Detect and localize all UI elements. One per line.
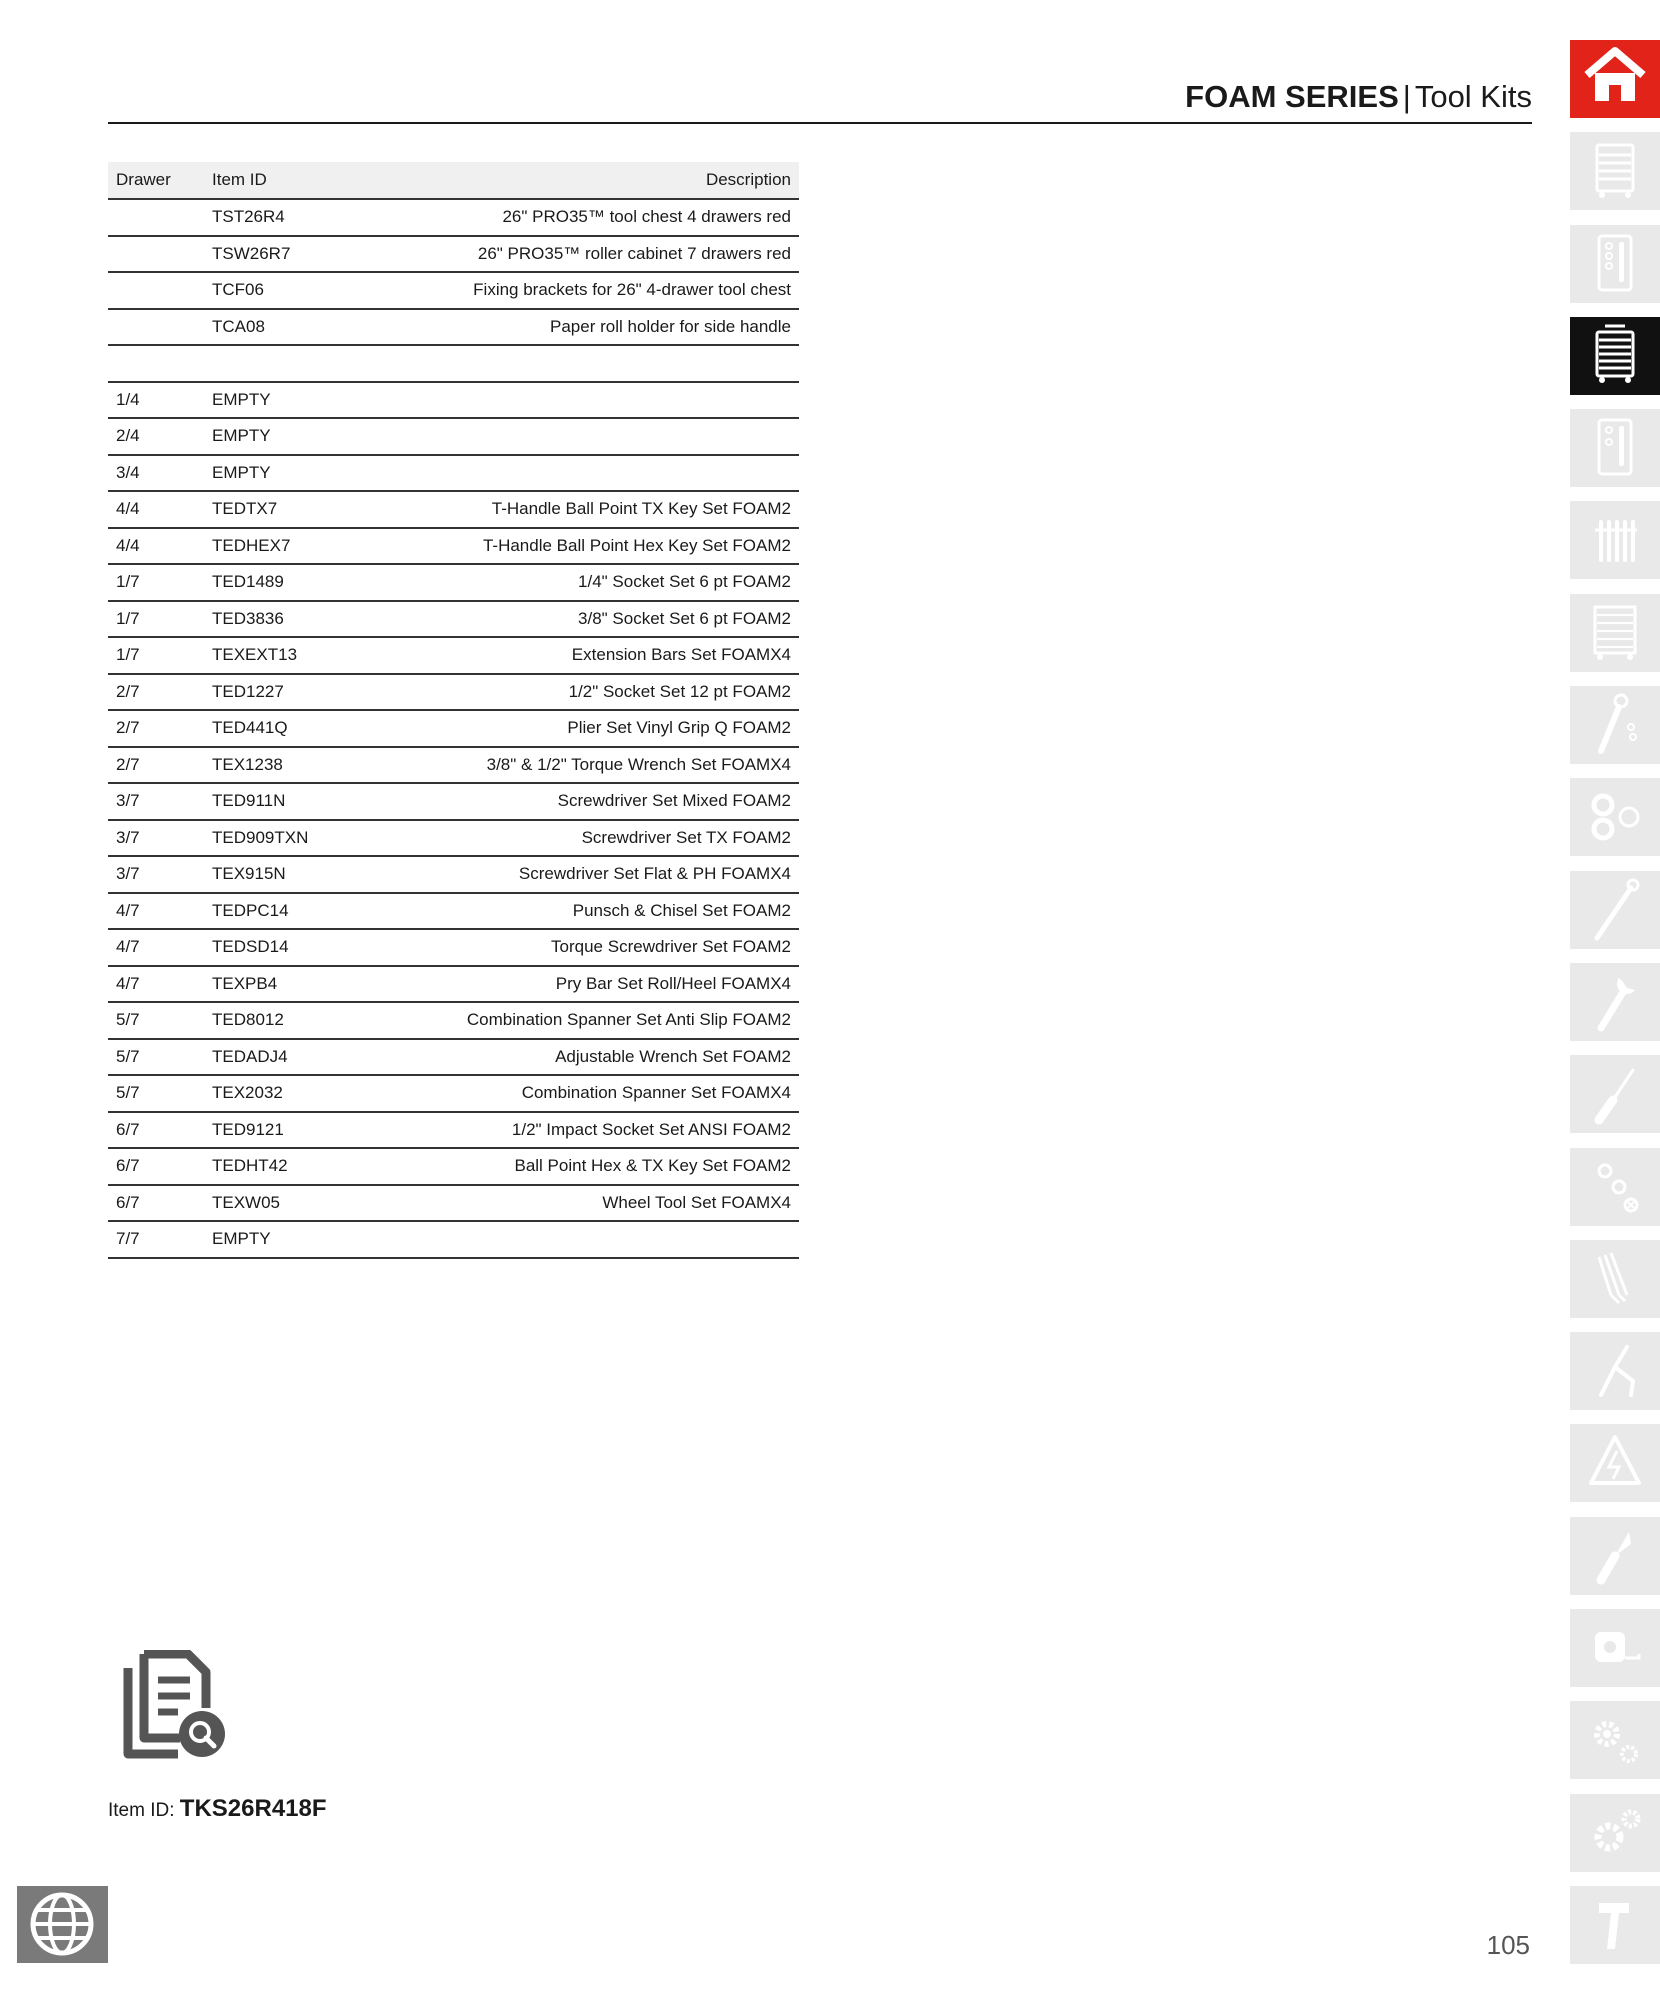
- page-header: [108, 70, 1532, 124]
- sidebar-tab-spanner[interactable]: [1570, 963, 1660, 1041]
- item-id-cell: [204, 345, 400, 382]
- column-header-drawer: Drawer: [108, 162, 204, 199]
- description-cell: 1/2" Impact Socket Set ANSI FOAM2: [400, 1112, 799, 1149]
- drawer-cell: 5/7: [108, 1039, 204, 1076]
- hex-keys-icon: [1575, 1241, 1655, 1317]
- socket-icon: [1575, 779, 1655, 855]
- globe-icon: [17, 1886, 108, 1963]
- sidebar-tab-torque-wrench[interactable]: [1570, 871, 1660, 949]
- sidebar-tab-tool-rack[interactable]: [1570, 501, 1660, 579]
- description-cell: [400, 418, 799, 455]
- item-id-cell: TEDHT42: [204, 1148, 400, 1185]
- description-cell: Combination Spanner Set FOAMX4: [400, 1075, 799, 1112]
- workshop-cabinet-icon: [1575, 595, 1655, 671]
- sidebar-tab-foam-module[interactable]: [1570, 409, 1660, 487]
- description-cell: T-Handle Ball Point Hex Key Set FOAM2: [400, 528, 799, 565]
- description-cell: Extension Bars Set FOAMX4: [400, 637, 799, 674]
- table-row: [108, 455, 799, 492]
- spanner-icon: [1575, 964, 1655, 1040]
- description-cell: [400, 382, 799, 419]
- title-separator: |: [1402, 79, 1411, 114]
- description-cell: Screwdriver Set TX FOAM2: [400, 820, 799, 857]
- item-id-cell: EMPTY: [204, 1221, 400, 1258]
- table-row: [108, 1148, 799, 1185]
- description-cell: [400, 1221, 799, 1258]
- item-id-cell: TEXW05: [204, 1185, 400, 1222]
- drawer-cell: 1/4: [108, 382, 204, 419]
- drawer-cell: 5/7: [108, 1002, 204, 1039]
- drawer-cell: 7/7: [108, 1221, 204, 1258]
- tool-kit-icon: [1575, 318, 1655, 394]
- table-row: [108, 856, 799, 893]
- globe-button[interactable]: [17, 1886, 108, 1963]
- description-cell: 26" PRO35™ roller cabinet 7 drawers red: [400, 236, 799, 273]
- drawer-cell: 4/7: [108, 929, 204, 966]
- roller-cabinet-icon: [1575, 133, 1655, 209]
- item-id-cell: TSW26R7: [204, 236, 400, 273]
- item-id-cell: TED911N: [204, 783, 400, 820]
- drawer-cell: 1/7: [108, 564, 204, 601]
- table-row: [108, 820, 799, 857]
- category-title: Tool Kits: [1414, 79, 1532, 114]
- table-row: [108, 345, 799, 382]
- drawer-cell: 3/7: [108, 783, 204, 820]
- item-id-cell: TEDPC14: [204, 893, 400, 930]
- table-row: [108, 491, 799, 528]
- item-id-cell: TED1489: [204, 564, 400, 601]
- sidebar-tab-roller-cabinet[interactable]: [1570, 132, 1660, 210]
- sidebar-tab-tape-measure[interactable]: [1570, 1609, 1660, 1687]
- category-sidebar: [1570, 40, 1660, 1978]
- drawer-cell: 3/7: [108, 856, 204, 893]
- pliers-icon: [1575, 1333, 1655, 1409]
- description-cell: Torque Screwdriver Set FOAM2: [400, 929, 799, 966]
- table-row: [108, 199, 799, 236]
- tool-rack-icon: [1575, 502, 1655, 578]
- description-cell: [400, 455, 799, 492]
- item-id-cell: TED3836: [204, 601, 400, 638]
- sidebar-tab-gear-cog[interactable]: [1570, 1794, 1660, 1872]
- table-row: [108, 674, 799, 711]
- drawer-cell: 6/7: [108, 1185, 204, 1222]
- drawer-cell: 2/7: [108, 747, 204, 784]
- sidebar-tab-tool-kit[interactable]: [1570, 317, 1660, 395]
- page-number: 105: [1486, 1930, 1530, 1960]
- item-id-cell: TEX1238: [204, 747, 400, 784]
- series-title: FOAM SERIES: [1185, 79, 1399, 114]
- description-cell: T-Handle Ball Point TX Key Set FOAM2: [400, 491, 799, 528]
- item-id-cell: TED9121: [204, 1112, 400, 1149]
- table-row: [108, 309, 799, 346]
- table-row: [108, 236, 799, 273]
- item-id-cell: TEX2032: [204, 1075, 400, 1112]
- sidebar-tab-workshop-cabinet[interactable]: [1570, 594, 1660, 672]
- description-cell: Screwdriver Set Mixed FOAM2: [400, 783, 799, 820]
- drawer-cell: 3/4: [108, 455, 204, 492]
- sidebar-tab-knife[interactable]: [1570, 1517, 1660, 1595]
- table-row: [108, 382, 799, 419]
- electrical-warning-icon: [1575, 1425, 1655, 1501]
- item-id-cell: TCF06: [204, 272, 400, 309]
- table-row: [108, 418, 799, 455]
- description-cell: 1/2" Socket Set 12 pt FOAM2: [400, 674, 799, 711]
- drawer-cell: 2/7: [108, 674, 204, 711]
- sidebar-tab-home[interactable]: [1570, 40, 1660, 118]
- item-id-cell: TEDSD14: [204, 929, 400, 966]
- item-id-cell: TEDADJ4: [204, 1039, 400, 1076]
- item-id-label: [108, 1795, 327, 1823]
- sidebar-tab-hex-keys[interactable]: [1570, 1240, 1660, 1318]
- table-header-row: [108, 162, 799, 199]
- drawer-cell: 3/7: [108, 820, 204, 857]
- tape-measure-icon: [1575, 1610, 1655, 1686]
- drawer-cell: 4/7: [108, 893, 204, 930]
- description-cell: Screwdriver Set Flat & PH FOAMX4: [400, 856, 799, 893]
- drawer-cell: 6/7: [108, 1112, 204, 1149]
- item-id-cell: TEDHEX7: [204, 528, 400, 565]
- foam-tray-icon: [1575, 226, 1655, 302]
- drawer-cell: 4/7: [108, 966, 204, 1003]
- sidebar-tab-gears[interactable]: [1570, 1701, 1660, 1779]
- item-id-cell: TST26R4: [204, 199, 400, 236]
- drawer-cell: 5/7: [108, 1075, 204, 1112]
- table-row: [108, 1075, 799, 1112]
- description-cell: 3/8" & 1/2" Torque Wrench Set FOAMX4: [400, 747, 799, 784]
- gears-icon: [1575, 1702, 1655, 1778]
- description-cell: Combination Spanner Set Anti Slip FOAM2: [400, 1002, 799, 1039]
- item-id-cell: TEDTX7: [204, 491, 400, 528]
- item-id-cell: TEXPB4: [204, 966, 400, 1003]
- sidebar-tab-foam-tray[interactable]: [1570, 225, 1660, 303]
- table-row: [108, 1112, 799, 1149]
- table-row: [108, 710, 799, 747]
- bits-icon: [1575, 1149, 1655, 1225]
- item-id-cell: TED909TXN: [204, 820, 400, 857]
- gear-cog-icon: [1575, 1795, 1655, 1871]
- drawer-cell: 2/4: [108, 418, 204, 455]
- sidebar-tab-pliers[interactable]: [1570, 1332, 1660, 1410]
- table-row: [108, 528, 799, 565]
- drawer-cell: [108, 309, 204, 346]
- description-cell: Adjustable Wrench Set FOAM2: [400, 1039, 799, 1076]
- table-row: [108, 1039, 799, 1076]
- item-id-cell: TED441Q: [204, 710, 400, 747]
- description-cell: Wheel Tool Set FOAMX4: [400, 1185, 799, 1222]
- item-id-cell: TEX915N: [204, 856, 400, 893]
- item-id-cell: TCA08: [204, 309, 400, 346]
- sidebar-tab-electrical-warning[interactable]: [1570, 1424, 1660, 1502]
- table-row: [108, 637, 799, 674]
- item-id-cell: EMPTY: [204, 382, 400, 419]
- item-id-cell: TED8012: [204, 1002, 400, 1039]
- tool-kit-table: [108, 162, 799, 1259]
- description-cell: Pry Bar Set Roll/Heel FOAMX4: [400, 966, 799, 1003]
- drawer-cell: 4/4: [108, 528, 204, 565]
- sidebar-tab-bits[interactable]: [1570, 1148, 1660, 1226]
- drawer-cell: [108, 199, 204, 236]
- table-row: [108, 893, 799, 930]
- drawer-cell: 2/7: [108, 710, 204, 747]
- table-row: [108, 1002, 799, 1039]
- table-row: [108, 783, 799, 820]
- item-id-caption: Item ID:: [108, 1800, 175, 1821]
- description-cell: 1/4" Socket Set 6 pt FOAM2: [400, 564, 799, 601]
- item-id-value: TKS26R418F: [179, 1795, 327, 1822]
- item-id-cell: EMPTY: [204, 418, 400, 455]
- torque-wrench-icon: [1575, 872, 1655, 948]
- description-cell: Plier Set Vinyl Grip Q FOAM2: [400, 710, 799, 747]
- drawer-cell: 1/7: [108, 637, 204, 674]
- column-header-description: Description: [400, 162, 799, 199]
- item-id-cell: TEXEXT13: [204, 637, 400, 674]
- description-cell: 3/8" Socket Set 6 pt FOAM2: [400, 601, 799, 638]
- screwdriver-icon: [1575, 1056, 1655, 1132]
- drawer-cell: 1/7: [108, 601, 204, 638]
- table-row: [108, 272, 799, 309]
- table-row: [108, 929, 799, 966]
- description-cell: Paper roll holder for side handle: [400, 309, 799, 346]
- air-tool-icon: [1575, 1887, 1655, 1963]
- table-row: [108, 564, 799, 601]
- foam-module-icon: [1575, 410, 1655, 486]
- document-search-icon: [118, 1650, 230, 1760]
- drawer-cell: 6/7: [108, 1148, 204, 1185]
- table-row: [108, 966, 799, 1003]
- drawer-cell: [108, 272, 204, 309]
- drawer-cell: [108, 236, 204, 273]
- description-cell: Punsch & Chisel Set FOAM2: [400, 893, 799, 930]
- home-icon: [1575, 41, 1655, 117]
- sidebar-tab-screwdriver[interactable]: [1570, 1055, 1660, 1133]
- description-cell: 26" PRO35™ tool chest 4 drawers red: [400, 199, 799, 236]
- table-row: [108, 747, 799, 784]
- item-id-cell: TED1227: [204, 674, 400, 711]
- table-row: [108, 601, 799, 638]
- sidebar-tab-air-tool[interactable]: [1570, 1886, 1660, 1964]
- sidebar-tab-ratchet[interactable]: [1570, 686, 1660, 764]
- description-cell: [400, 345, 799, 382]
- table-row: [108, 1185, 799, 1222]
- drawer-cell: [108, 345, 204, 382]
- description-cell: Ball Point Hex & TX Key Set FOAM2: [400, 1148, 799, 1185]
- table-row: [108, 1221, 799, 1258]
- column-header-item-id: Item ID: [204, 162, 400, 199]
- knife-icon: [1575, 1518, 1655, 1594]
- ratchet-icon: [1575, 687, 1655, 763]
- drawer-cell: 4/4: [108, 491, 204, 528]
- item-id-cell: EMPTY: [204, 455, 400, 492]
- sidebar-tab-socket[interactable]: [1570, 778, 1660, 856]
- description-cell: Fixing brackets for 26" 4-drawer tool chest: [400, 272, 799, 309]
